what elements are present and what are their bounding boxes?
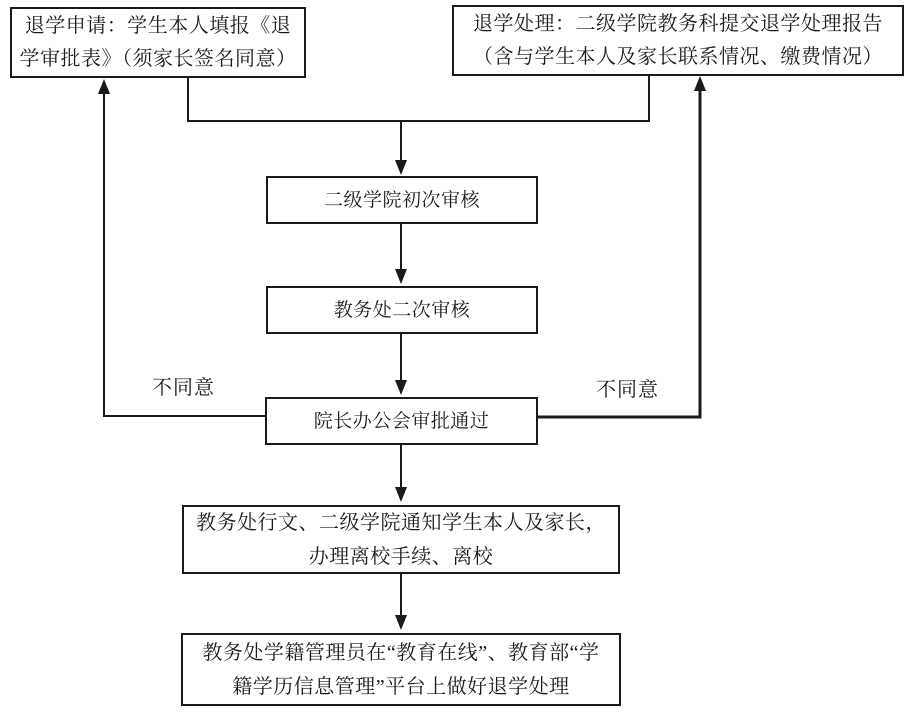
- edge-merge-to-first-review: [395, 121, 407, 175]
- edge-dean-disagree-to-process: [537, 76, 706, 417]
- node-dean-meeting-approval-label: 院长办公会审批通过: [313, 410, 490, 432]
- node-withdrawal-application: [10, 7, 306, 78]
- node-academic-office-second-review: [266, 286, 538, 334]
- node-notify-and-leave-school-line2: 办理离校手续、离校: [308, 545, 494, 568]
- node-platform-final-processing-line2: 籍学历信息管理”平台上做好退学处理: [232, 675, 570, 698]
- node-notify-and-leave-school: [182, 505, 620, 574]
- node-withdrawal-application-line1: 退学申请：学生本人填报《退: [24, 14, 292, 37]
- node-academic-office-second-review-label: 教务处二次审核: [333, 299, 471, 321]
- edge-notify-to-final: [395, 574, 407, 630]
- node-notify-and-leave-school-line1: 教务处行文、二级学院通知学生本人及家长，: [196, 511, 606, 534]
- edge-first-to-second-review: [395, 224, 407, 284]
- node-dean-meeting-approval: [265, 397, 538, 445]
- node-college-first-review-label: 二级学院初次审核: [323, 189, 480, 211]
- edge-top-merge: [188, 75, 649, 121]
- edge-dean-disagree-to-apply: [98, 79, 265, 416]
- edge-label-disagree-left: 不同意: [152, 377, 215, 399]
- edge-label-disagree-right: 不同意: [596, 379, 659, 401]
- edge-second-review-to-dean: [395, 334, 407, 395]
- node-platform-final-processing: [181, 633, 621, 706]
- node-withdrawal-application-line2: 学审批表》（须家长签名同意）: [19, 47, 297, 70]
- node-college-first-review: [266, 176, 538, 224]
- node-withdrawal-processing-report-line2: （含与学生本人及家长联系情况、缴费情况）: [473, 45, 883, 68]
- edge-dean-to-notify: [395, 445, 407, 502]
- node-withdrawal-processing-report-line1: 退学处理：二级学院教务科提交退学处理报告: [473, 12, 883, 35]
- node-withdrawal-processing-report: [452, 5, 904, 76]
- node-platform-final-processing-line1: 教务处学籍管理员在“教育在线”、教育部“学: [202, 641, 600, 664]
